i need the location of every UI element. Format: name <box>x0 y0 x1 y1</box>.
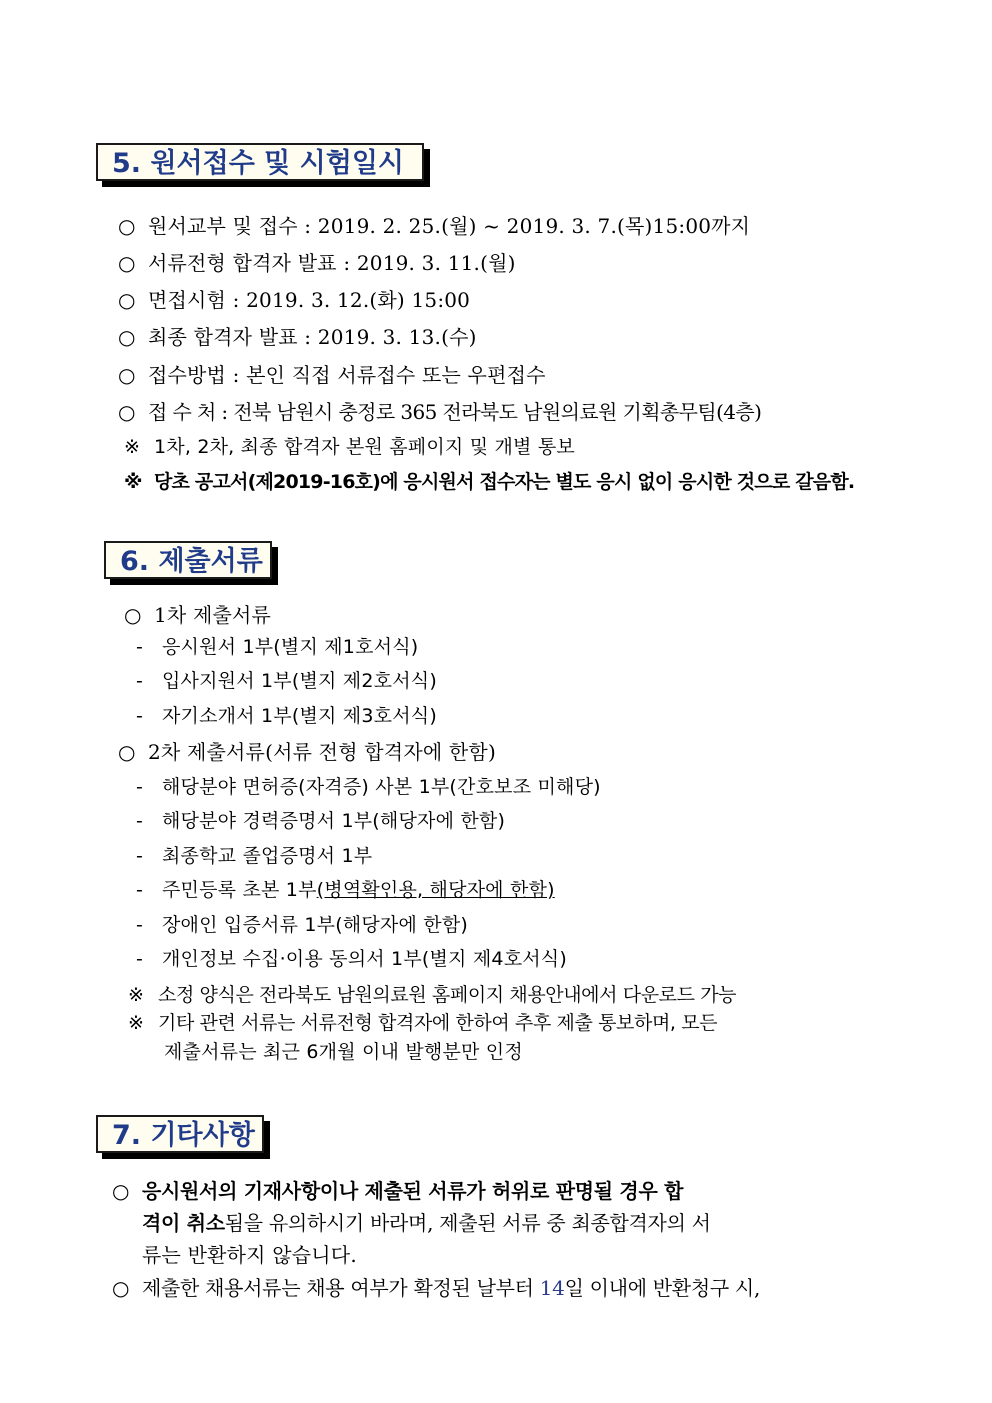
section5-item-1: ○ 원서교부 및 접수 : 2019. 2. 25.(월) ~ 2019. 3. 7.(목)15:00까지 <box>118 211 750 241</box>
section5-note-2: ※ 당초 공고서(제2019-16호)에 응시원서 접수자는 별도 응시 없이 응시한 것으로 갈음함. <box>124 467 854 497</box>
dash-bullet-icon: - <box>136 914 144 936</box>
circle-bullet-icon: ○ <box>118 251 136 275</box>
section5-item-5: ○ 접수방법 : 본인 직접 서류접수 또는 우편접수 <box>118 360 546 390</box>
section5-title: 5. 원서접수 및 시험일시 <box>96 143 424 181</box>
section6-group2-item-1: - 해당분야 면허증(자격증) 사본 1부(간호보조 미해당) <box>136 772 601 802</box>
circle-bullet-icon: ○ <box>112 1179 130 1203</box>
circle-bullet-icon: ○ <box>118 214 136 238</box>
circle-bullet-icon: ○ <box>124 603 142 627</box>
circle-bullet-icon: ○ <box>118 400 135 424</box>
reference-mark-icon: ※ <box>128 1012 144 1034</box>
section6-group1-item-3: - 자기소개서 1부(별지 제3호서식) <box>136 701 437 731</box>
section6-group2-item-6: - 개인정보 수집·이용 동의서 1부(별지 제4호서식) <box>136 944 567 974</box>
section6-title: 6. 제출서류 <box>104 541 272 579</box>
dash-bullet-icon: - <box>136 776 144 798</box>
section6-group2-item-3: - 최종학교 졸업증명서 1부 <box>136 841 372 871</box>
section5-item-6: ○ 접 수 처 : 전북 남원시 충정로 365 전라북도 남원의료원 기획총무팀(4층) <box>118 397 761 427</box>
circle-bullet-icon: ○ <box>118 740 136 764</box>
section5-item-4: ○ 최종 합격자 발표 : 2019. 3. 13.(수) <box>118 322 477 352</box>
dash-bullet-icon: - <box>136 636 144 658</box>
circle-bullet-icon: ○ <box>118 363 136 387</box>
section5-note-1: ※ 1차, 2차, 최종 합격자 본원 홈페이지 및 개별 통보 <box>124 432 575 462</box>
section7-para1-line2: 격이 취소됨을 유의하시기 바라며, 제출된 서류 중 최종합격자의 서 <box>142 1211 711 1235</box>
section7-para2-line1: ○ 제출한 채용서류는 채용 여부가 확정된 날부터 14일 이내에 반환청구 시, <box>112 1273 760 1303</box>
dash-bullet-icon: - <box>136 670 144 692</box>
section6-group1-heading: ○ 1차 제출서류 <box>124 600 271 630</box>
section7-para1-line3: 류는 반환하지 않습니다. <box>142 1243 357 1267</box>
dash-bullet-icon: - <box>136 810 144 832</box>
circle-bullet-icon: ○ <box>118 325 136 349</box>
section5-item-2: ○ 서류전형 합격자 발표 : 2019. 3. 11.(월) <box>118 248 516 278</box>
section6-group2-item-4: - 주민등록 초본 1부(병역확인용, 해당자에 한함) <box>136 875 555 905</box>
section6-group2-heading: ○ 2차 제출서류(서류 전형 합격자에 한함) <box>118 737 496 767</box>
section6-group1-item-1: - 응시원서 1부(별지 제1호서식) <box>136 632 418 662</box>
section6-note-2: ※ 기타 관련 서류는 서류전형 합격자에 한하여 추후 제출 통보하며, 모든 <box>128 1008 717 1038</box>
reference-mark-icon: ※ <box>124 471 142 493</box>
dash-bullet-icon: - <box>136 845 144 867</box>
section7-title: 7. 기타사항 <box>96 1115 264 1153</box>
section6-group2-item-5: - 장애인 입증서류 1부(해당자에 한함) <box>136 910 468 940</box>
section5-item-3: ○ 면접시험 : 2019. 3. 12.(화) 15:00 <box>118 285 470 315</box>
dash-bullet-icon: - <box>136 879 144 901</box>
circle-bullet-icon: ○ <box>118 288 136 312</box>
days-value: 14 <box>539 1276 565 1300</box>
reference-mark-icon: ※ <box>128 984 144 1006</box>
dash-bullet-icon: - <box>136 948 144 970</box>
dash-bullet-icon: - <box>136 705 144 727</box>
underlined-note: (병역확인용, 해당자에 한함) <box>316 879 555 901</box>
section6-group2-item-2: - 해당분야 경력증명서 1부(해당자에 한함) <box>136 806 505 836</box>
section7-para1-line1: ○ 응시원서의 기재사항이나 제출된 서류가 허위로 판명될 경우 합 <box>112 1176 868 1206</box>
section6-note-1: ※ 소정 양식은 전라북도 남원의료원 홈페이지 채용안내에서 다운로드 가능 <box>128 980 736 1010</box>
reference-mark-icon: ※ <box>124 436 141 458</box>
section6-note-3: 제출서류는 최근 6개월 이내 발행분만 인정 <box>164 1041 523 1063</box>
circle-bullet-icon: ○ <box>112 1276 130 1300</box>
section6-group1-item-2: - 입사지원서 1부(별지 제2호서식) <box>136 666 437 696</box>
